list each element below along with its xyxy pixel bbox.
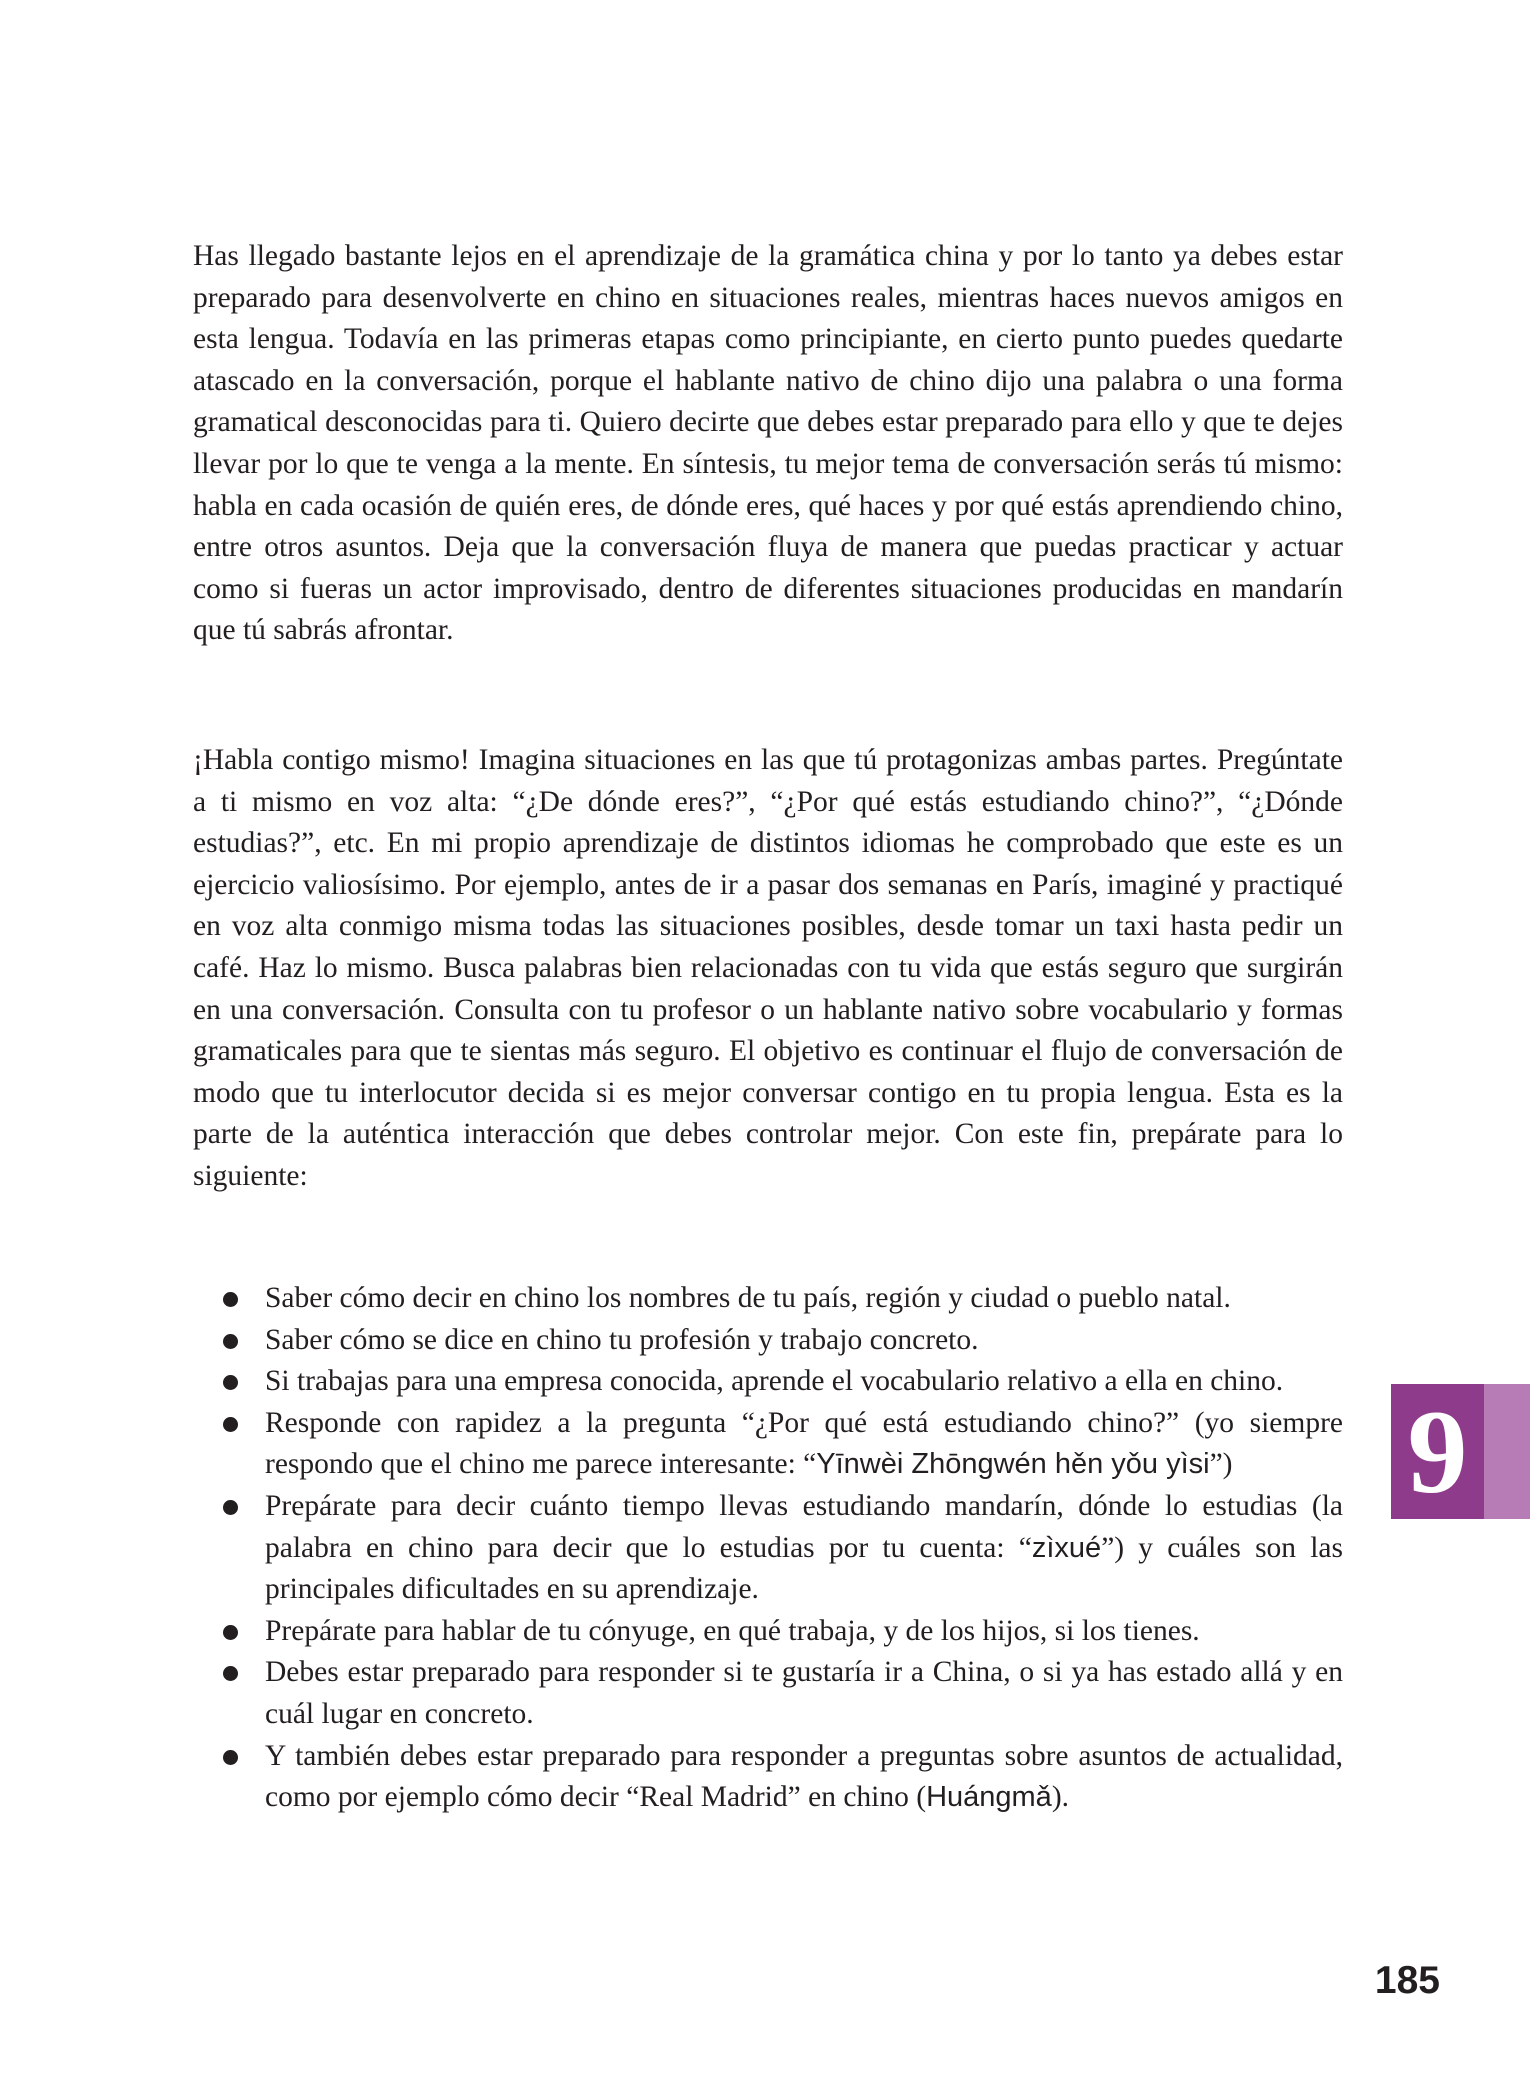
page-number: 185	[1374, 1959, 1440, 2002]
list-item	[193, 1361, 1343, 1403]
preparation-list	[193, 1278, 1343, 1819]
chapter-tab	[1391, 1384, 1530, 1519]
list-item	[193, 1736, 1343, 1819]
bullet-icon	[223, 1417, 238, 1432]
list-item-text-end: ).	[1051, 1781, 1070, 1814]
pinyin-phrase: zìxué	[1031, 1531, 1102, 1564]
list-item-text: Responde con rapidez a la pregunta “¿Por qué está estudiando chino?” (yo siempre respondo que el chino me parece interesante: “	[265, 1406, 1343, 1481]
bullet-icon	[223, 1500, 238, 1515]
list-item	[193, 1652, 1343, 1735]
bullet-icon	[223, 1666, 238, 1681]
bullet-icon	[223, 1292, 238, 1307]
list-item-text: Prepárate para hablar de tu cónyuge, en qué trabaja, y de los hijos, si los tienes.	[265, 1614, 1200, 1647]
list-item	[193, 1611, 1343, 1653]
bullet-icon	[223, 1334, 238, 1349]
list-item-text-end: ”)	[1209, 1448, 1233, 1481]
list-item	[193, 1320, 1343, 1362]
list-item-text: Saber cómo decir en chino los nombres de tu país, región y ciudad o pueblo natal.	[265, 1282, 1231, 1314]
practice-paragraph: ¡Habla contigo mismo! Imagina situaciones en las que tú protagonizas ambas partes. Pregúntate a ti mismo en voz alta: “¿De dónde eres?”, “¿Por qué estás estudiando chino?”, “¿Dónde estudias?”, etc. En mi propio aprendizaje de distintos idiomas he comprobado que este es un ejercicio valiosísimo. Por ejemplo, antes de ir a pasar dos semanas en París, imaginé y practiqué en voz alta conmigo misma todas las situaciones posibles, desde tomar un taxi hasta pedir un café. Haz lo mismo. Busca palabras bien relacionadas con tu vida que estás seguro que surgirán en una conversación. Consulta con tu profesor o un hablante nativo sobre vocabulario y formas gramaticales para que te sientas más seguro. El objetivo es continuar el flujo de conversación de modo que tu interlocutor decida si es mejor conversar contigo en tu propia lengua. Esta es la parte de la auténtica interacción que debes controlar mejor. Con este fin, prepárate para lo siguiente:	[193, 744, 1343, 1192]
bullet-icon	[223, 1750, 238, 1765]
list-item	[193, 1486, 1343, 1611]
chapter-number: 9	[1407, 1385, 1468, 1518]
list-item-text-end: ”) y cuáles son las principales dificultades en su aprendizaje.	[265, 1531, 1343, 1606]
intro-paragraph: Has llegado bastante lejos en el aprendizaje de la gramática china y por lo tanto ya debes estar preparado para desenvolverte en chino en situaciones reales, mientras haces nuevos amigos en esta lengua. Todavía en las primeras etapas como principiante, en cierto punto puedes quedarte atascado en la conversación, porque el hablante nativo de chino dijo una palabra o una forma gramatical desconocidas para ti. Quiero decirte que debes estar preparado para ello y que te dejes llevar por lo que te venga a la mente. En síntesis, tu mejor tema de conversación serás tú mismo: habla en cada ocasión de quién eres, de dónde eres, qué haces y por qué estás aprendiendo chino, entre otros asuntos. Deja que la conversación fluya de manera que puedas practicar y actuar como si fueras un actor improvisado, dentro de diferentes situaciones producidas en mandarín que tú sabrás afrontar.	[193, 240, 1343, 647]
bullet-icon	[223, 1375, 238, 1390]
list-item	[193, 1278, 1343, 1320]
list-item-text: Saber cómo se dice en chino tu profesión y trabajo concreto.	[265, 1323, 979, 1356]
pinyin-phrase: Yīnwèi Zhōngwén hěn yǒu yìsi	[816, 1448, 1210, 1481]
pinyin-phrase: Huángmǎ	[926, 1781, 1052, 1814]
bullet-icon	[223, 1625, 238, 1640]
list-item-text: Prepárate para decir cuánto tiempo llevas estudiando mandarín, dónde lo estudias (la palabra en chino para decir que lo estudias por tu cuenta: “	[265, 1489, 1343, 1564]
list-item-text: Y también debes estar preparado para responder a preguntas sobre asuntos de actualidad, como por ejemplo cómo decir “Real Madrid” en chino (	[265, 1739, 1343, 1814]
list-item-text: Si trabajas para una empresa conocida, aprende el vocabulario relativo a ella en chino.	[265, 1365, 1284, 1398]
list-item-text: Debes estar preparado para responder si te gustaría ir a China, o si ya has estado allá y en cuál lugar en concreto.	[265, 1656, 1343, 1730]
list-item	[193, 1403, 1343, 1486]
